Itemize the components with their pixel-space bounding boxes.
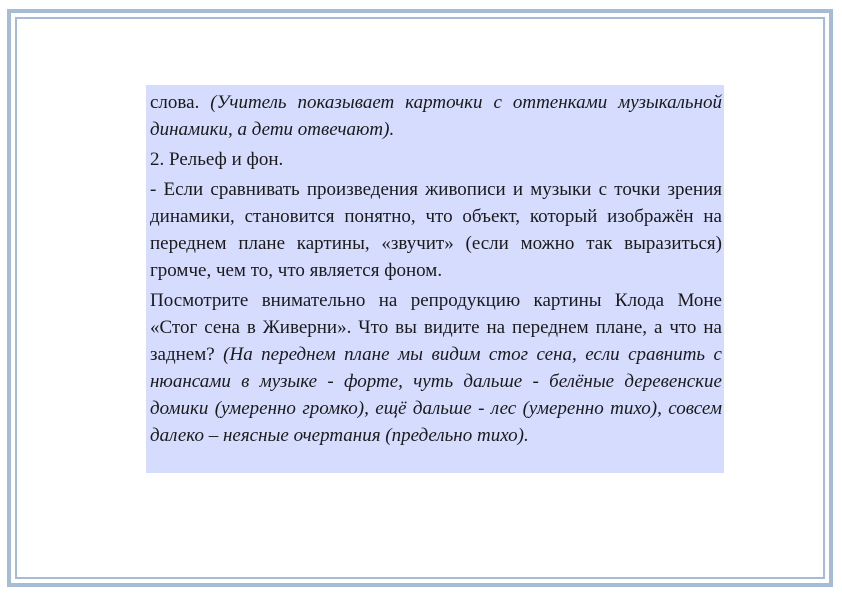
paragraph-italic-text: (На переднем плане мы видим стог сена, если сравнить с нюансами в музыке - форте, чуть дальше - белёные деревенские домики (умеренно громко), ещё дальше - лес (умеренно тихо), совсем далеко – неясные очертания (предельно тихо). [150,344,722,446]
paragraph-monet-question [150,287,722,449]
paragraph-text: слова. [150,92,211,113]
lesson-text-box [146,85,724,473]
paragraph-text: 2. Рельеф и фон. [150,149,284,170]
paragraph-section-heading [150,146,722,173]
paragraph-comparison [150,176,722,284]
paragraph-italic-text: (Учитель показывает карточки с оттенками музыкальной динамики, а дети отвечают). [150,92,723,140]
paragraph-text: Посмотрите внимательно на репродукцию картины Клода Моне «Стог сена в Живерни». Что вы видите на переднем плане, а что на заднем? [150,290,722,365]
paragraph-teacher-note [150,89,722,143]
paragraph-text: - Если сравнивать произведения живописи и музыки с точки зрения динамики, становится понятно, что объект, который изображён на переднем плане картины, «звучит» (если можно так выразиться) громче, чем то, что является фоном. [150,179,722,281]
